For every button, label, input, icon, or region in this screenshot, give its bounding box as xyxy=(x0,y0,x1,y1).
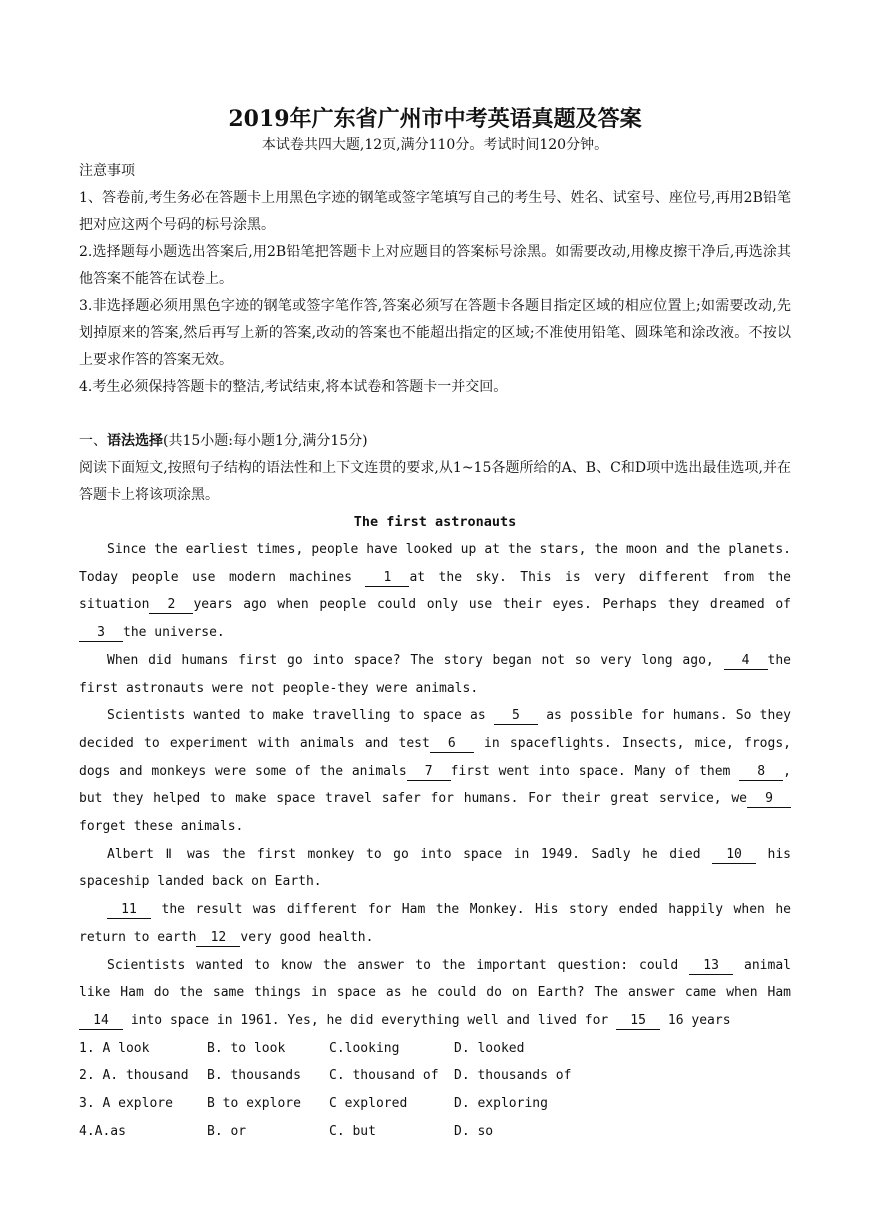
option-a: 3. A explore xyxy=(79,1096,173,1112)
page-title: 2019年广东省广州市中考英语真题及答案 xyxy=(228,106,642,132)
option-a: 4.A.as xyxy=(79,1123,126,1139)
question-options-4 xyxy=(79,1118,791,1146)
blank-8: 8 xyxy=(739,763,783,781)
text-span: Since the earliest times, people have looked up at the stars, the moon and the planets. Today people use modern machines xyxy=(79,542,791,585)
text-span: forget these animals. xyxy=(79,819,244,835)
question-options-1 xyxy=(79,1035,791,1063)
question-options-2 xyxy=(79,1062,791,1090)
option-a: 2. A. thousand xyxy=(79,1068,189,1084)
passage-paragraph-5 xyxy=(79,896,791,951)
notes-heading: 注意事项 xyxy=(79,163,135,179)
blank-14: 14 xyxy=(79,1012,123,1030)
text-span: as possible for humans. So they decided to experiment with animals and test xyxy=(79,708,791,751)
section-number: 一、 xyxy=(79,433,107,449)
option-c: C.looking xyxy=(329,1040,400,1056)
option-c: C explored xyxy=(329,1096,408,1112)
option-d: D. looked xyxy=(454,1040,525,1056)
passage-title: The first astronauts xyxy=(353,514,517,530)
text-span: the first astronauts were not people-they were animals. xyxy=(79,652,791,696)
text-span: into space in 1961. Yes, he did everything well and lived for xyxy=(123,1012,617,1028)
option-d: D. exploring xyxy=(454,1096,548,1112)
option-a: 1. A look xyxy=(79,1040,150,1056)
text-span: , but they helped to make space travel safer for humans. For their great service, we xyxy=(79,763,791,807)
passage-paragraph-1 xyxy=(79,536,791,647)
option-d: D. thousands of xyxy=(454,1068,572,1084)
blank-13: 13 xyxy=(689,957,733,975)
blank-12: 12 xyxy=(196,929,240,947)
text-span: Scientists wanted to know the answer to the important question: could xyxy=(107,957,690,973)
passage-paragraph-3 xyxy=(79,702,791,841)
option-c: C. thousand of xyxy=(329,1068,439,1084)
blank-11: 11 xyxy=(107,901,151,919)
exam-page xyxy=(79,104,791,1145)
option-b: B to explore xyxy=(207,1096,301,1112)
note-item-3: 3.非选择题必须用黑色字迹的钢笔或签字笔作答,答案必须写在答题卡各题目指定区域的相应位置上;如需要改动,先划掉原来的答案,然后再写上新的答案,改动的答案也不能超出指定的区域;不准使用铅笔、圆珠笔和涂改液。不按以上要求作答的答案无效。 xyxy=(79,298,791,368)
text-span: very good health. xyxy=(240,929,374,945)
text-span: the universe. xyxy=(123,625,225,641)
blank-4: 4 xyxy=(724,652,768,670)
section-heading xyxy=(79,428,791,455)
blank-5: 5 xyxy=(494,707,538,725)
page-subtitle: 本试卷共四大题,12页,满分110分。考试时间120分钟。 xyxy=(261,137,609,153)
note-item-2: 2.选择题每小题选出答案后,用2B铅笔把答题卡上对应题目的答案标号涂黑。如需要改动,用橡皮擦干净后,再选涂其他答案不能答在试卷上。 xyxy=(79,244,791,287)
blank-15: 15 xyxy=(616,1012,660,1030)
blank-3: 3 xyxy=(79,624,123,642)
blank-6: 6 xyxy=(430,735,474,753)
text-span: When did humans first go into space? The story began not so very long ago, xyxy=(107,652,724,668)
text-span: animal like Ham do the same things in space as he could do on Earth? The answer came when Ham xyxy=(79,957,791,1001)
text-span: at the sky. This is very different from the situation xyxy=(79,569,792,613)
blank-10: 10 xyxy=(712,846,756,864)
blank-1: 1 xyxy=(365,569,409,587)
option-d: D. so xyxy=(454,1123,494,1139)
blank-7: 7 xyxy=(407,763,451,781)
option-c: C. but xyxy=(329,1123,376,1139)
option-b: B. thousands xyxy=(207,1068,301,1084)
question-options-3 xyxy=(79,1090,791,1118)
passage-paragraph-2 xyxy=(79,647,791,702)
text-span: years ago when people could only use their eyes. Perhaps they dreamed of xyxy=(193,597,791,613)
note-item-4: 4.考生必须保持答题卡的整洁,考试结束,将本试卷和答题卡一并交回。 xyxy=(79,379,508,395)
text-span: in spaceflights. Insects, mice, frogs, dogs and monkeys were some of the animals xyxy=(79,735,791,779)
passage-paragraph-4 xyxy=(79,841,791,896)
blank-2: 2 xyxy=(149,596,193,614)
text-span: Albert Ⅱ was the first monkey to go into space in 1949. Sadly he died xyxy=(107,846,713,862)
section-score: (共15小题:每小题1分,满分15分) xyxy=(163,433,368,449)
text-span: the result was different for Ham the Monkey. His story ended happily when he return to earth xyxy=(79,902,791,945)
note-item-1: 1、答卷前,考生务必在答题卡上用黑色字迹的钢笔或签字笔填写自己的考生号、姓名、试室号、座位号,再用2B铅笔把对应这两个号码的标号涂黑。 xyxy=(79,190,791,233)
section-name: 语法选择 xyxy=(107,433,163,449)
section-instructions: 阅读下面短文,按照句子结构的语法性和上下文连贯的要求,从1~15各题所给的A、B、C和D项中选出最佳选项,并在答题卡上将该项涂黑。 xyxy=(79,460,791,503)
text-span: Scientists wanted to make travelling to space as xyxy=(107,708,494,724)
option-b: B. to look xyxy=(207,1040,286,1056)
option-b: B. or xyxy=(207,1123,247,1139)
passage-paragraph-6 xyxy=(79,952,791,1035)
text-span: 16 years xyxy=(660,1012,731,1028)
blank-9: 9 xyxy=(747,790,791,808)
text-span: first went into space. Many of them xyxy=(450,763,740,779)
text-span: his spaceship landed back on Earth. xyxy=(79,846,791,890)
